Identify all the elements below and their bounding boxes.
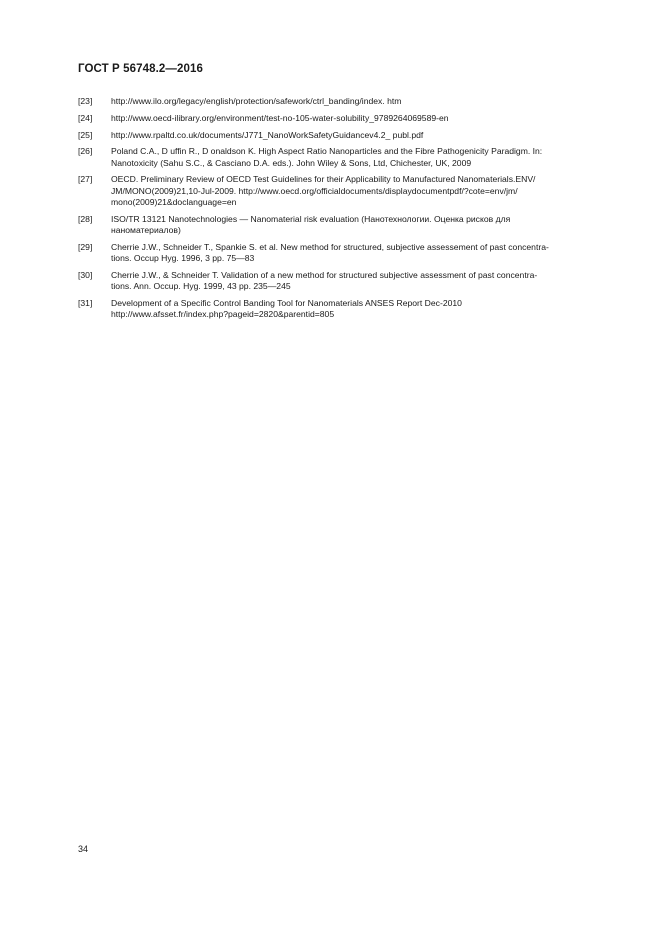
reference-text: Cherrie J.W., Schneider T., Spankie S. et al. New method for structured, subjective assessement of past concentra- tions. Occup Hyg. 1996, 3 pp. 75—83 <box>111 241 549 263</box>
reference-number: [24] <box>78 112 93 123</box>
reference-number: [25] <box>78 129 93 140</box>
reference-number: [28] <box>78 213 93 224</box>
reference-number: [26] <box>78 146 93 157</box>
reference-item <box>78 113 612 124</box>
reference-item <box>78 96 612 107</box>
reference-text: Development of a Specific Control Banding Tool for Nanomaterials ANSES Report Dec-2010 http://www.afsset.fr/index.php?pageid=2820&parentid=805 <box>111 297 462 319</box>
reference-number: [31] <box>78 297 93 308</box>
reference-text: Poland C.A., D uffin R., D onaldson K. High Aspect Ratio Nanoparticles and the Fibre Pathogenicity Paradigm. In: Nanotoxicity (Sahu S.C., & Casciano D.A. eds.). John Wiley & Sons, Ltd, Chichester, UK, 2009 <box>111 146 543 168</box>
reference-item <box>78 130 612 141</box>
reference-item <box>78 270 612 292</box>
reference-number: [30] <box>78 269 93 280</box>
reference-item <box>78 298 612 320</box>
reference-item <box>78 174 612 208</box>
reference-number: [23] <box>78 96 93 106</box>
reference-text: ISO/TR 13121 Nanotechnologies — Nanomaterial risk evaluation (Нанотехнологии. Оценка рисков для наноматериалов) <box>111 213 511 235</box>
reference-item <box>78 214 612 236</box>
reference-item <box>78 242 612 264</box>
reference-text: http://www.oecd-ilibrary.org/environment/test-no-105-water-solubility_9789264069589-en <box>111 112 449 123</box>
reference-text: Cherrie J.W., & Schneider T. Validation of a new method for structured subjective assessment of past concentra- tions. Ann. Occup. Hyg. 1999, 43 pp. 235—245 <box>111 269 538 291</box>
reference-text: http://www.rpaltd.co.uk/documents/J771_NanoWorkSafetyGuidancev4.2_ publ.pdf <box>111 129 424 140</box>
reference-text: OECD. Preliminary Review of OECD Test Guidelines for their Applicability to Manufactured Nanomaterials.ENV/ JM/MONO(2009)21,10-Jul-2009. http://www.oecd.org/officialdocuments/displaydocumentpdf/?cote=env/jm/ mono(2009)21&doclanguage=en <box>111 174 536 207</box>
reference-number: [27] <box>78 174 93 185</box>
page-number: 34 <box>78 844 89 854</box>
reference-text: http://www.ilo.org/legacy/english/protection/safework/ctrl_banding/index. htm <box>111 96 402 106</box>
reference-item <box>78 146 612 168</box>
reference-number: [29] <box>78 241 93 252</box>
reference-list <box>78 96 612 326</box>
document-header: ГОСТ Р 56748.2—2016 <box>78 63 203 75</box>
